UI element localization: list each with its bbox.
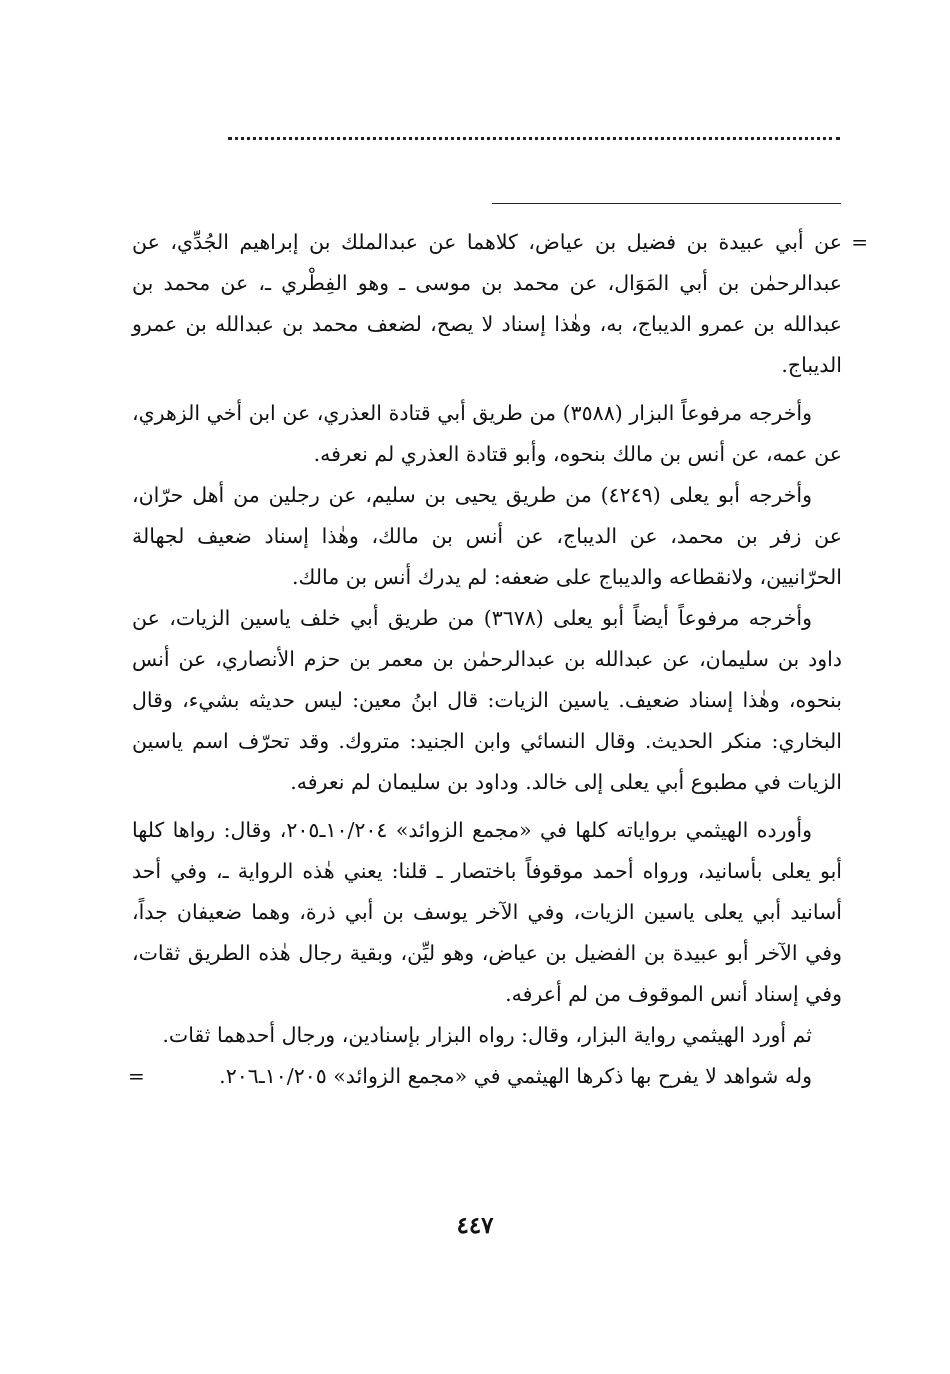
continuation-mark: =: [851, 230, 868, 254]
footnote-paragraph-2: وأخرجه مرفوعاً البزار (٣٥٨٨) من طريق أبي قتادة العذري، عن ابن أخي الزهري، عن عمه، عن أنس بن مالك بنحوه، وأبو قتادة العذري لم نعرفه.: [132, 401, 842, 466]
dotted-separator: [228, 137, 840, 140]
footnote-paragraph-1: [132, 222, 868, 386]
footnote-paragraph-6: ثم أورد الهيثمي رواية البزار، وقال: رواه البزار بإسنادين، ورجال أحدهما ثقات.: [162, 1023, 812, 1047]
page-number: ٤٤٧: [456, 1212, 494, 1239]
footnote-paragraph-3: وأخرجه أبو يعلى (٤٢٤٩) من طريق يحيى بن سليم، عن رجلين من أهل حرّان، عن زفر بن محمد، عن الديباج، عن أنس بن مالك، وهٰذا إسناد ضعيف لجهالة الحرّانيين، ولانقطاعه والديباج على ضعفه: لم يدرك أنس بن مالك.: [132, 483, 842, 589]
footnote-rule: [492, 203, 841, 204]
footnote-paragraph-4: وأخرجه مرفوعاً أيضاً أبو يعلى (٣٦٧٨) من طريق أبي خلف ياسين الزيات، عن داود بن سليمان، عن عبدالله بن عبدالرحمٰن بن معمر بن حزم الأنصاري، عن أنس بنحوه، وهٰذا إسناد ضعيف. ياسين الزيات: قال ابنُ معين: ليس حديثه بشيء، وقال البخاري: منكر الحديث. وقال النسائي وابن الجنيد: متروك. وقد تحرّف اسم ياسين الزيات في مطبوع أبي يعلى إلى خالد. وداود بن سليمان لم نعرفه.: [132, 606, 842, 794]
footnote-block: [128, 222, 868, 1097]
footnote-paragraph-5: وأورده الهيثمي برواياته كلها في «مجمع الزوائد» ١٠/٢٠٤ـ٢٠٥، وقال: رواها كلها أبو يعلى بأسانيد، ورواه أحمد موقوفاً باختصار ـ قلنا: يعني هٰذه الرواية ـ، وفي أحد أسانيد أبي يعلى ياسين الزيات، وفي الآخر يوسف بن أبي ذرة، وهما ضعيفان جداً، وفي الآخر أبو عبيدة بن الفضيل بن عياض، وهو ليِّن، وبقية رجال هٰذه الطريق ثقات، وفي إسناد أنس الموقوف من لم أعرفه.: [132, 818, 842, 1006]
footnote-paragraph-7: [128, 1056, 842, 1097]
footnote-paragraph-1-text: عن أبي عبيدة بن فضيل بن عياض، كلاهما عن عبدالملك بن إبراهيم الجُدِّي، عن عبدالرحمٰن بن أبي المَوَال، عن محمد بن موسى ـ وهو الفِطْري ـ، عن محمد بن عبدالله بن عمرو الديباج، به، وهٰذا إسناد لا يصح، لضعف محمد بن عبدالله بن عمرو الديباج.: [132, 230, 842, 377]
footnote-paragraph-7-text: وله شواهد لا يفرح بها ذكرها الهيثمي في «مجمع الزوائد» ١٠/٢٠٥ـ٢٠٦.: [219, 1064, 812, 1088]
end-continuation-mark: =: [128, 1064, 145, 1088]
